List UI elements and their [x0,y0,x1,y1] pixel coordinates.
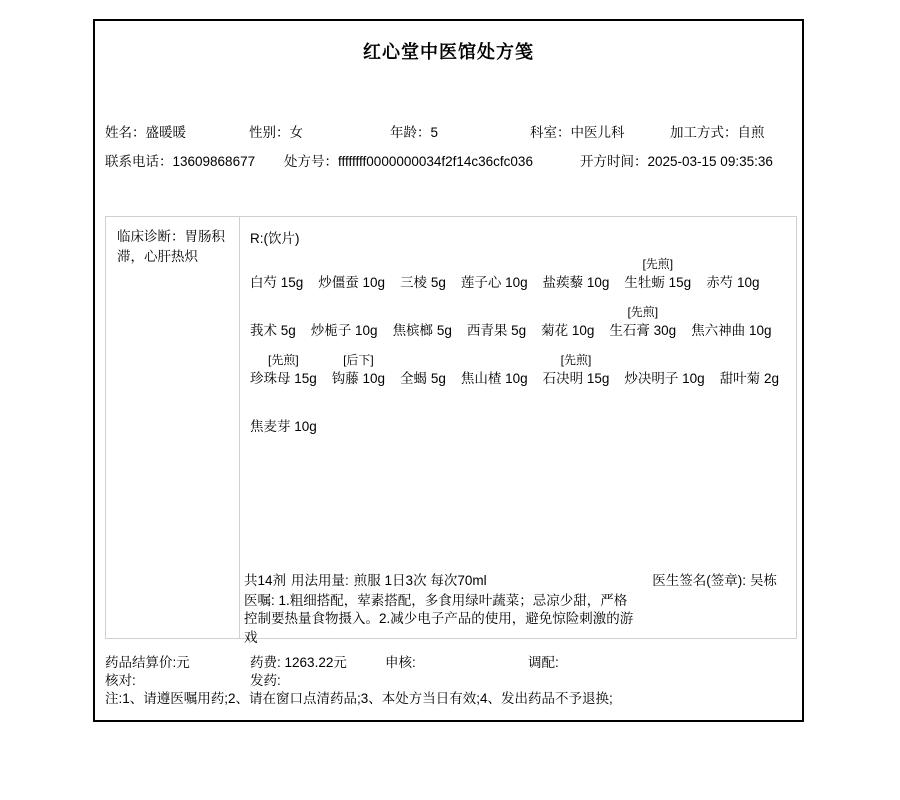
phone-field [105,150,255,170]
herb-name-dose: 西青果 5g [466,323,527,338]
herb-name-dose: 生牡蛎 15g [624,275,692,290]
herb-line [250,255,796,291]
usage-row [244,569,789,589]
patient-age-field [390,121,438,141]
patient-gender-label: 性别： [249,125,290,140]
decoction-annotation [250,399,317,415]
herb-name-dose: 焦麦芽 10g [250,419,317,434]
doctor-signature-label: 医生签名(签章): [652,573,746,588]
patient-gender-field [249,121,303,141]
decoction-annotation [467,303,526,319]
diagnosis-value: 胃肠积滞，心肝热炽 [117,229,225,264]
fees-row-2 [95,669,802,689]
decoction-annotation [541,303,594,319]
doctor-signature [652,569,789,589]
herb-item [250,255,303,291]
patient-gender-value: 女 [289,125,303,140]
herb-name-dose: 珍珠母 15g [250,371,317,386]
department-field [530,121,625,141]
dispense-field [250,669,281,689]
decoction-annotation: [先煎] [268,353,299,367]
decoction-annotation [720,351,779,367]
phone-value: 13609868677 [172,154,256,169]
herb-lines [250,255,796,435]
herb-name-dose: 甜叶菊 2g [719,371,779,386]
processing-method-label: 加工方式： [670,125,738,140]
herb-line [250,351,796,387]
usage-label: 用法用量: [291,573,349,588]
rx-header: R:(饮片) [250,231,300,246]
decoction-annotation [250,303,296,319]
dose-count: 共14剂 [244,573,287,588]
herb-name-dose: 菊花 10g [541,323,595,338]
dispense-prep-label: 调配: [528,655,559,670]
herb-line [250,303,796,339]
rx-cell [240,217,796,645]
herb-name-dose: 石决明 15g [542,371,610,386]
prescription-no-value: ffffffff0000000034f2f14c36cfc036 [338,154,533,169]
patient-info-row-1 [95,121,802,141]
prescription-sheet [93,19,804,722]
decoction-annotation [543,255,610,271]
diagnosis-label: 临床诊断： [117,229,185,244]
herb-item [250,399,317,435]
herb-item [706,255,759,291]
processing-method-field [670,121,765,141]
settle-price-field [105,651,190,671]
footer-note: 注:1、请遵医嘱用药;2、请在窗口点清药品;3、本处方当日有效;4、发出药品不予退换; [105,691,613,706]
decoction-annotation [400,351,446,367]
prescribe-time-field [580,150,773,170]
processing-method-value: 自煎 [737,125,765,140]
doctor-signature-value: 吴栋 [750,573,777,588]
herb-item [543,255,610,291]
settle-price-label: 药品结算价: [105,655,177,670]
decoction-annotation [311,303,378,319]
herb-name-dose: 白芍 15g [250,275,304,290]
department-value: 中医儿科 [570,125,625,140]
herb-name-dose: 莪术 5g [250,323,296,338]
herb-name-dose: 钩藤 10g [331,371,386,386]
herb-name-dose: 炒僵蚕 10g [318,275,386,290]
clinical-diagnosis-cell [106,217,240,638]
herb-name-dose: 全蝎 5g [400,371,446,386]
herb-name-dose: 三棱 5g [400,275,446,290]
patient-name-field [105,121,186,141]
note-row [95,687,802,707]
patient-age-label: 年龄： [390,125,431,140]
patient-age-value: 5 [430,125,439,140]
review-field [385,651,416,671]
herb-item [624,255,691,291]
medicine-fee-label: 药费: [250,655,281,670]
herb-item [311,303,378,339]
herb-item [543,351,610,387]
herb-item [461,255,528,291]
herb-name-dose: 盐蒺藜 10g [542,275,610,290]
decoction-annotation [250,255,303,271]
herb-item [609,303,676,339]
herb-item [400,255,446,291]
medicine-fee-field [250,651,347,671]
herb-name-dose: 生石膏 30g [609,323,677,338]
decoction-annotation: [先煎] [560,353,592,367]
department-label: 科室： [530,125,571,140]
dispense-label: 发药: [250,673,281,688]
decoction-annotation [400,255,446,271]
herb-name-dose: 炒决明子 10g [624,371,705,386]
decoction-annotation [393,303,452,319]
review-label: 申核: [385,655,416,670]
page-title: 红心堂中医馆处方笺 [363,42,534,62]
decoction-annotation: [先煎] [627,305,659,319]
patient-name-value: 盛暖暖 [145,125,186,140]
patient-name-label: 姓名： [105,125,146,140]
decoction-annotation [691,303,771,319]
herb-name-dose: 莲子心 10g [460,275,528,290]
patient-info-row-2 [95,150,802,170]
prescription-table [105,216,797,645]
herb-item [541,303,594,339]
decoction-annotation [624,351,704,367]
herb-name-dose: 焦槟榔 5g [392,323,452,338]
herb-item [691,303,771,339]
herb-item [250,351,317,387]
usage-block [244,569,789,647]
phone-label: 联系电话： [105,154,173,169]
herb-line [250,399,796,435]
medicine-fee-value: 1263.22元 [284,655,347,670]
herb-item [624,351,704,387]
herb-item [467,303,526,339]
check-label: 核对: [105,673,136,688]
decoction-annotation: [先煎] [642,257,674,271]
decoction-annotation: [后下] [343,353,374,367]
decoction-annotation [318,255,385,271]
prescribe-time-label: 开方时间： [580,154,648,169]
check-field [105,669,136,689]
prescription-no-label: 处方号： [284,154,338,169]
settle-price-value: 元 [176,655,190,670]
herb-item [318,255,385,291]
usage-value: 煎服 1日3次 每次70ml [353,573,487,588]
dispense-prep-field [528,651,559,671]
herb-item [461,351,528,387]
herb-name-dose: 炒栀子 10g [310,323,378,338]
herb-name-dose: 赤芍 10g [706,275,760,290]
medical-advice: 医嘱: 1.粗细搭配，荤素搭配，多食用绿叶蔬菜；忌凉少甜，严格控制要热量食物摄入。2.减少电子产品的使用，避免惊险刺激的游戏 [244,593,634,645]
herb-item [400,351,446,387]
prescribe-time-value: 2025-03-15 09:35:36 [647,154,773,169]
herb-name-dose: 焦山楂 10g [460,371,528,386]
prescription-no-field [284,150,533,170]
herb-item [720,351,779,387]
herb-item [250,303,296,339]
herb-item [393,303,452,339]
herb-item [332,351,385,387]
decoction-annotation [461,351,528,367]
decoction-annotation [706,255,759,271]
decoction-annotation [461,255,528,271]
herb-name-dose: 焦六神曲 10g [691,323,772,338]
fees-row-1 [95,651,802,671]
